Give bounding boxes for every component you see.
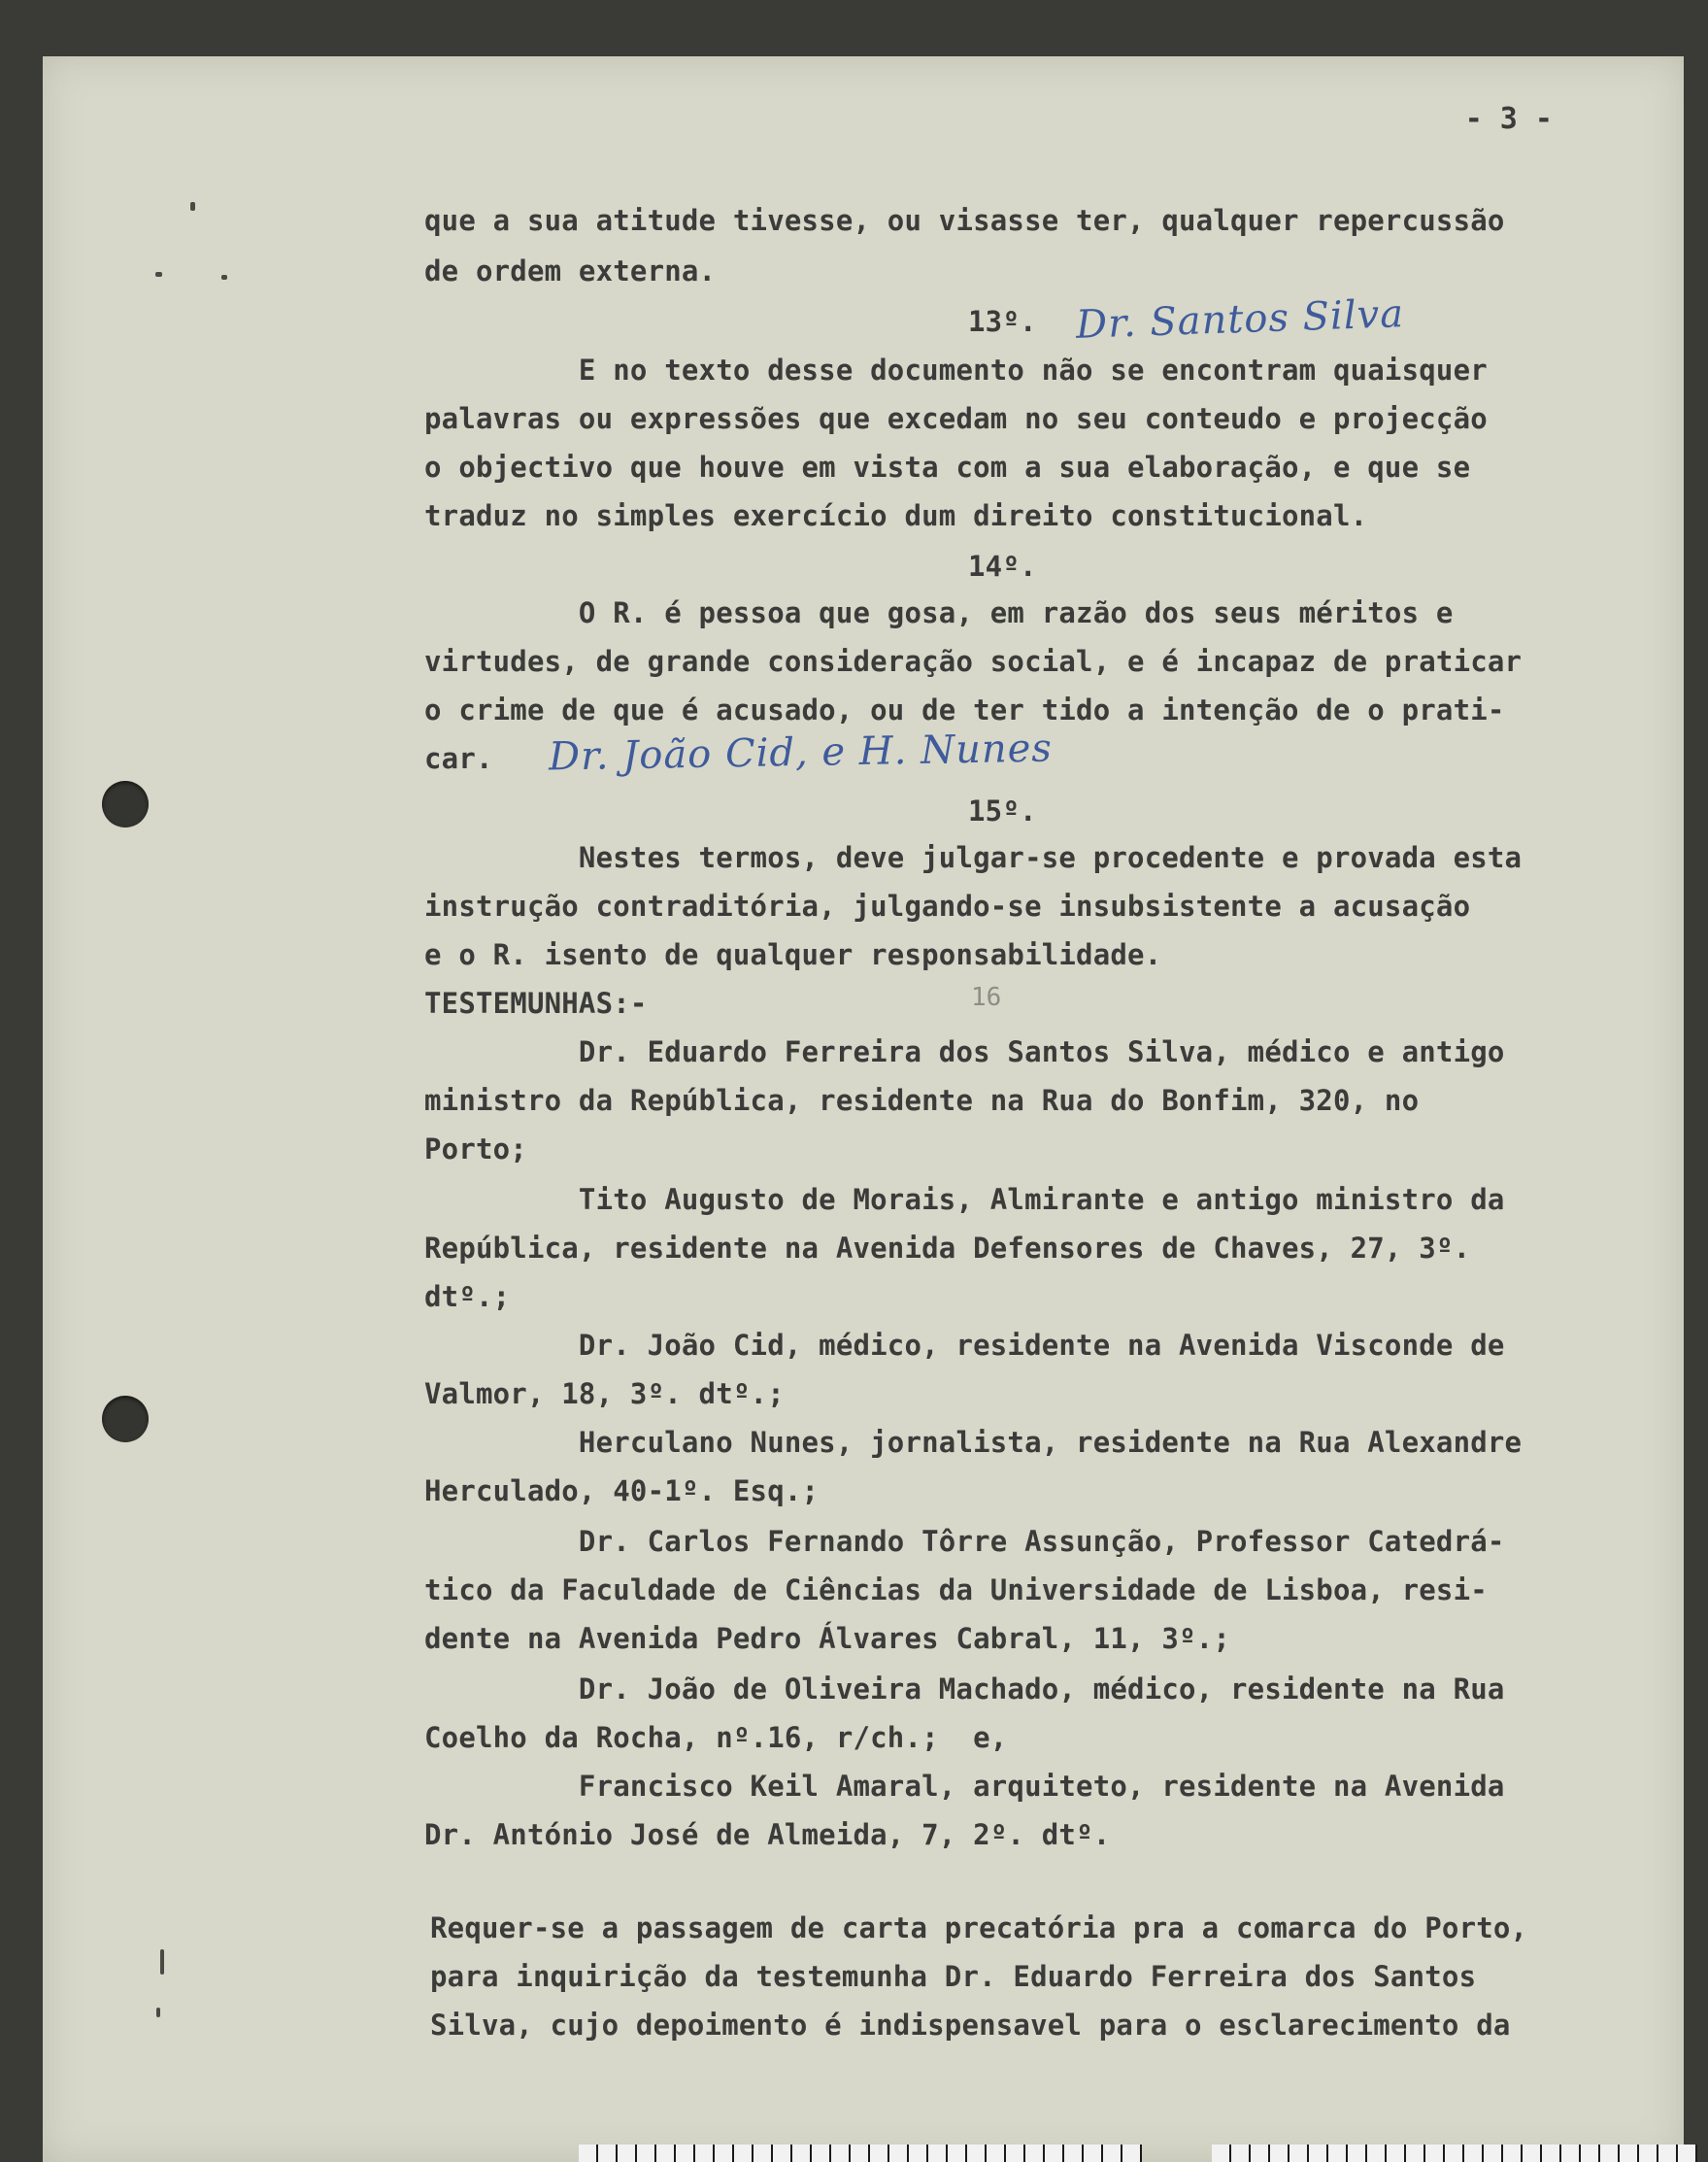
pencil-page-mark: 16 <box>971 983 1002 1012</box>
body-line: de ordem externa. <box>424 254 717 287</box>
witness-line: Dr. António José de Almeida, 7, 2º. dtº. <box>424 1818 1111 1851</box>
witnesses-label: TESTEMUNHAS:- <box>424 987 648 1020</box>
witness-line: Dr. João de Oliveira Machado, médico, residente na Rua <box>424 1672 1505 1706</box>
section-14-line: o crime de que é acusado, ou de ter tido a intenção de o prati- <box>424 693 1505 726</box>
request-line: Requer-se a passagem de carta precatória pra a comarca do Porto, <box>430 1911 1528 1944</box>
margin-speck <box>160 1949 164 1975</box>
witness-line: Herculano Nunes, jornalista, residente na Rua Alexandre <box>424 1426 1523 1459</box>
witness-line: Francisco Keil Amaral, arquiteto, residente na Avenida <box>424 1770 1505 1803</box>
punch-hole-lower <box>102 1396 149 1442</box>
witness-line: Porto; <box>424 1132 527 1165</box>
margin-speck <box>190 202 195 211</box>
punch-hole-upper <box>102 781 149 828</box>
section-13-line: o objectivo que houve em vista com a sua elaboração, e que se <box>424 451 1471 484</box>
handwritten-note-13: Dr. Santos Silva <box>1075 291 1405 348</box>
section-heading-13: 13º. <box>968 305 1037 338</box>
section-14-line: virtudes, de grande consideração social, e é incapaz de praticar <box>424 645 1523 678</box>
witness-line: dtº.; <box>424 1280 511 1313</box>
section-heading-15: 15º. <box>968 794 1037 828</box>
section-15-line: instrução contraditória, julgando-se insubsistente a acusação <box>424 890 1471 923</box>
witness-line: dente na Avenida Pedro Álvares Cabral, 11, 3º.; <box>424 1622 1230 1655</box>
witness-line: Coelho da Rocha, nº.16, r/ch.; e, <box>424 1721 1008 1754</box>
handwritten-note-14: Dr. João Cid, e H. Nunes <box>548 726 1054 780</box>
request-line: Silva, cujo depoimento é indispensavel para o esclarecimento da <box>430 2009 1511 2042</box>
section-14-line: car. <box>424 742 493 775</box>
witness-line: República, residente na Avenida Defensores de Chaves, 27, 3º. <box>424 1232 1471 1265</box>
page-number: - 3 - <box>1464 102 1553 136</box>
witness-line: Dr. Carlos Fernando Tôrre Assunção, Professor Catedrá- <box>424 1525 1505 1558</box>
section-15-line: Nestes termos, deve julgar-se procedente e provada esta <box>424 841 1523 874</box>
section-13-line: E no texto desse documento não se encontram quaisquer <box>424 354 1488 387</box>
witness-line: tico da Faculdade de Ciências da Universidade de Lisboa, resi- <box>424 1573 1488 1606</box>
section-13-line: palavras ou expressões que excedam no seu conteudo e projecção <box>424 402 1488 435</box>
request-line: para inquirição da testemunha Dr. Eduardo Ferreira dos Santos <box>430 1960 1477 1993</box>
margin-speck <box>221 275 227 280</box>
scale-ruler-right <box>1212 2145 1697 2162</box>
scale-ruler-left <box>579 2145 1142 2162</box>
margin-speck <box>155 272 162 277</box>
section-heading-14: 14º. <box>968 550 1037 583</box>
section-13-line: traduz no simples exercício dum direito constitucional. <box>424 499 1368 532</box>
margin-speck <box>156 2008 160 2017</box>
document-body <box>424 196 1679 2042</box>
witness-line: Herculado, 40-1º. Esq.; <box>424 1474 820 1507</box>
body-line: que a sua atitude tivesse, ou visasse ter, qualquer repercussão <box>424 204 1505 237</box>
section-15-line: e o R. isento de qualquer responsabilidade. <box>424 938 1162 971</box>
section-14-line: O R. é pessoa que gosa, em razão dos seus méritos e <box>424 596 1454 629</box>
witness-line: Dr. Eduardo Ferreira dos Santos Silva, médico e antigo <box>424 1035 1505 1068</box>
witness-line: Tito Augusto de Morais, Almirante e antigo ministro da <box>424 1183 1505 1216</box>
witness-line: ministro da República, residente na Rua do Bonfim, 320, no <box>424 1084 1420 1117</box>
witness-line: Valmor, 18, 3º. dtº.; <box>424 1377 785 1410</box>
witness-line: Dr. João Cid, médico, residente na Avenida Visconde de <box>424 1329 1505 1362</box>
